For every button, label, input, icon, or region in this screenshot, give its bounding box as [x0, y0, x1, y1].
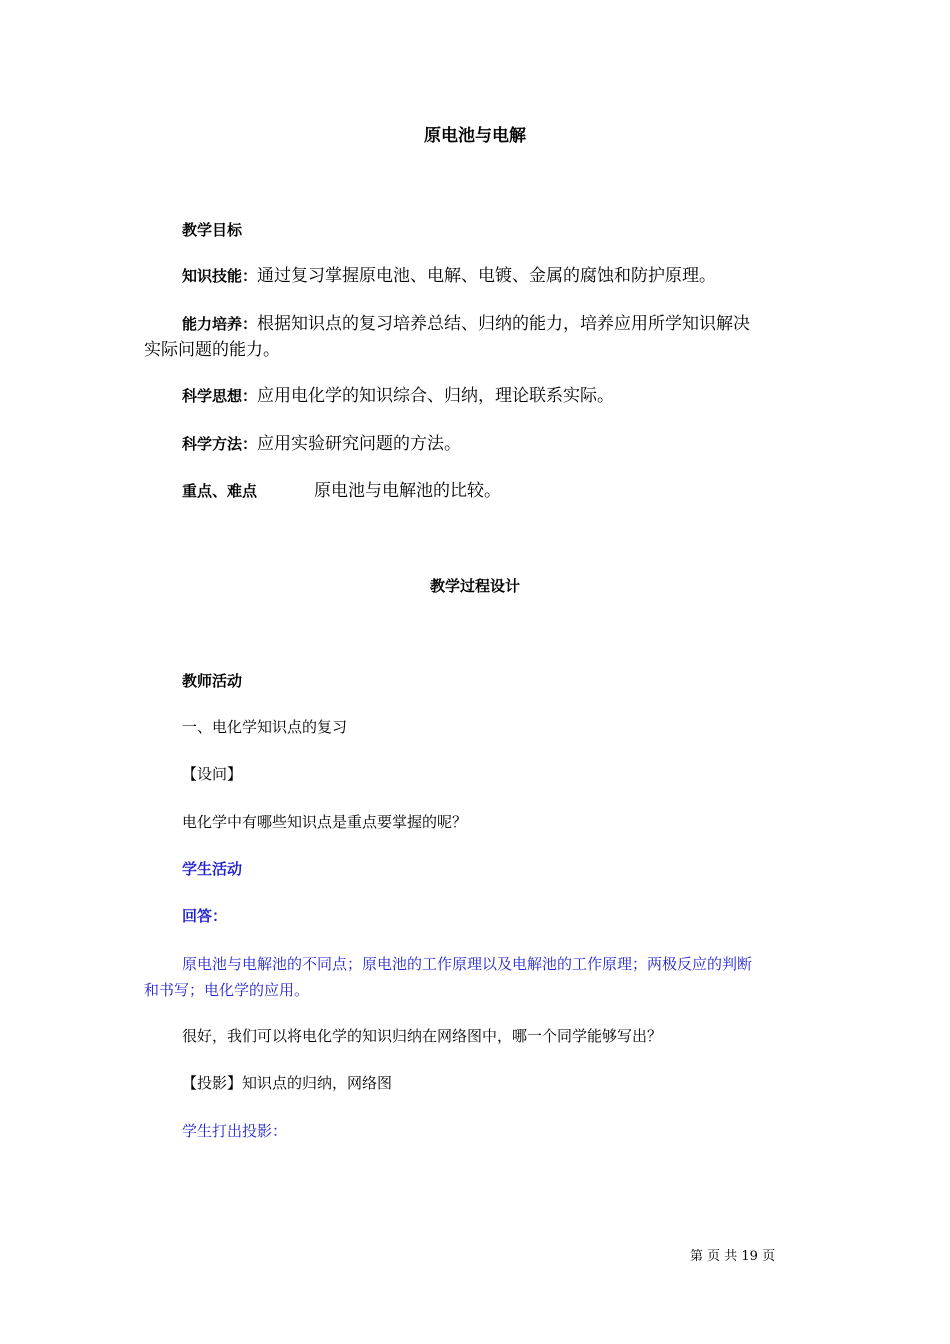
scientific-thinking-text: 应用电化学的知识综合、归纳，理论联系实际。 [257, 386, 615, 406]
ability-paragraph [182, 316, 750, 333]
answer-line1: 原电池与电解池的不同点；原电池的工作原理以及电解池的工作原理；两极反应的判断 [182, 955, 753, 973]
process-heading: 教学过程设计 [429, 577, 520, 595]
ability-text-line1: 根据知识点的复习培养总结、归纳的能力，培养应用所学知识解决 [257, 314, 751, 334]
projection-line: 【投影】知识点的归纳，网络图 [182, 1074, 393, 1092]
student-projection-line: 学生打出投影： [182, 1122, 288, 1140]
scientific-thinking-label: 科学思想： [182, 387, 258, 405]
answer-label: 回答： [182, 907, 228, 925]
ability-text-line2: 实际问题的能力。 [144, 340, 280, 360]
question-tag: 【设问】 [182, 765, 243, 783]
scientific-method-text: 应用实验研究问题的方法。 [257, 434, 462, 454]
question-text: 电化学中有哪些知识点是重点要掌握的呢？ [182, 813, 468, 831]
section-one-heading: 一、电化学知识点的复习 [182, 718, 348, 736]
teacher-activity-heading: 教师活动 [182, 672, 243, 690]
key-points-label: 重点、难点 [182, 482, 258, 500]
ability-label: 能力培养： [182, 315, 258, 333]
answer-line2: 和书写；电化学的应用。 [144, 981, 310, 999]
key-points-paragraph [182, 483, 257, 500]
page-footer: 第 页 共 19 页 [690, 1249, 776, 1264]
key-points-text: 原电池与电解池的比较。 [314, 481, 501, 501]
document-title: 原电池与电解 [424, 126, 526, 146]
student-activity-heading: 学生活动 [182, 860, 243, 878]
knowledge-skill-text: 通过复习掌握原电池、电解、电镀、金属的腐蚀和防护原理。 [257, 266, 717, 286]
scientific-method-paragraph [182, 436, 461, 453]
scientific-method-label: 科学方法： [182, 435, 258, 453]
knowledge-skill-label: 知识技能： [182, 267, 258, 285]
teacher-follow-up: 很好，我们可以将电化学的知识归纳在网络图中，哪一个同学能够写出？ [182, 1027, 663, 1045]
objectives-heading: 教学目标 [182, 221, 243, 239]
scientific-thinking-paragraph [182, 388, 614, 405]
knowledge-skill-paragraph [182, 268, 716, 285]
